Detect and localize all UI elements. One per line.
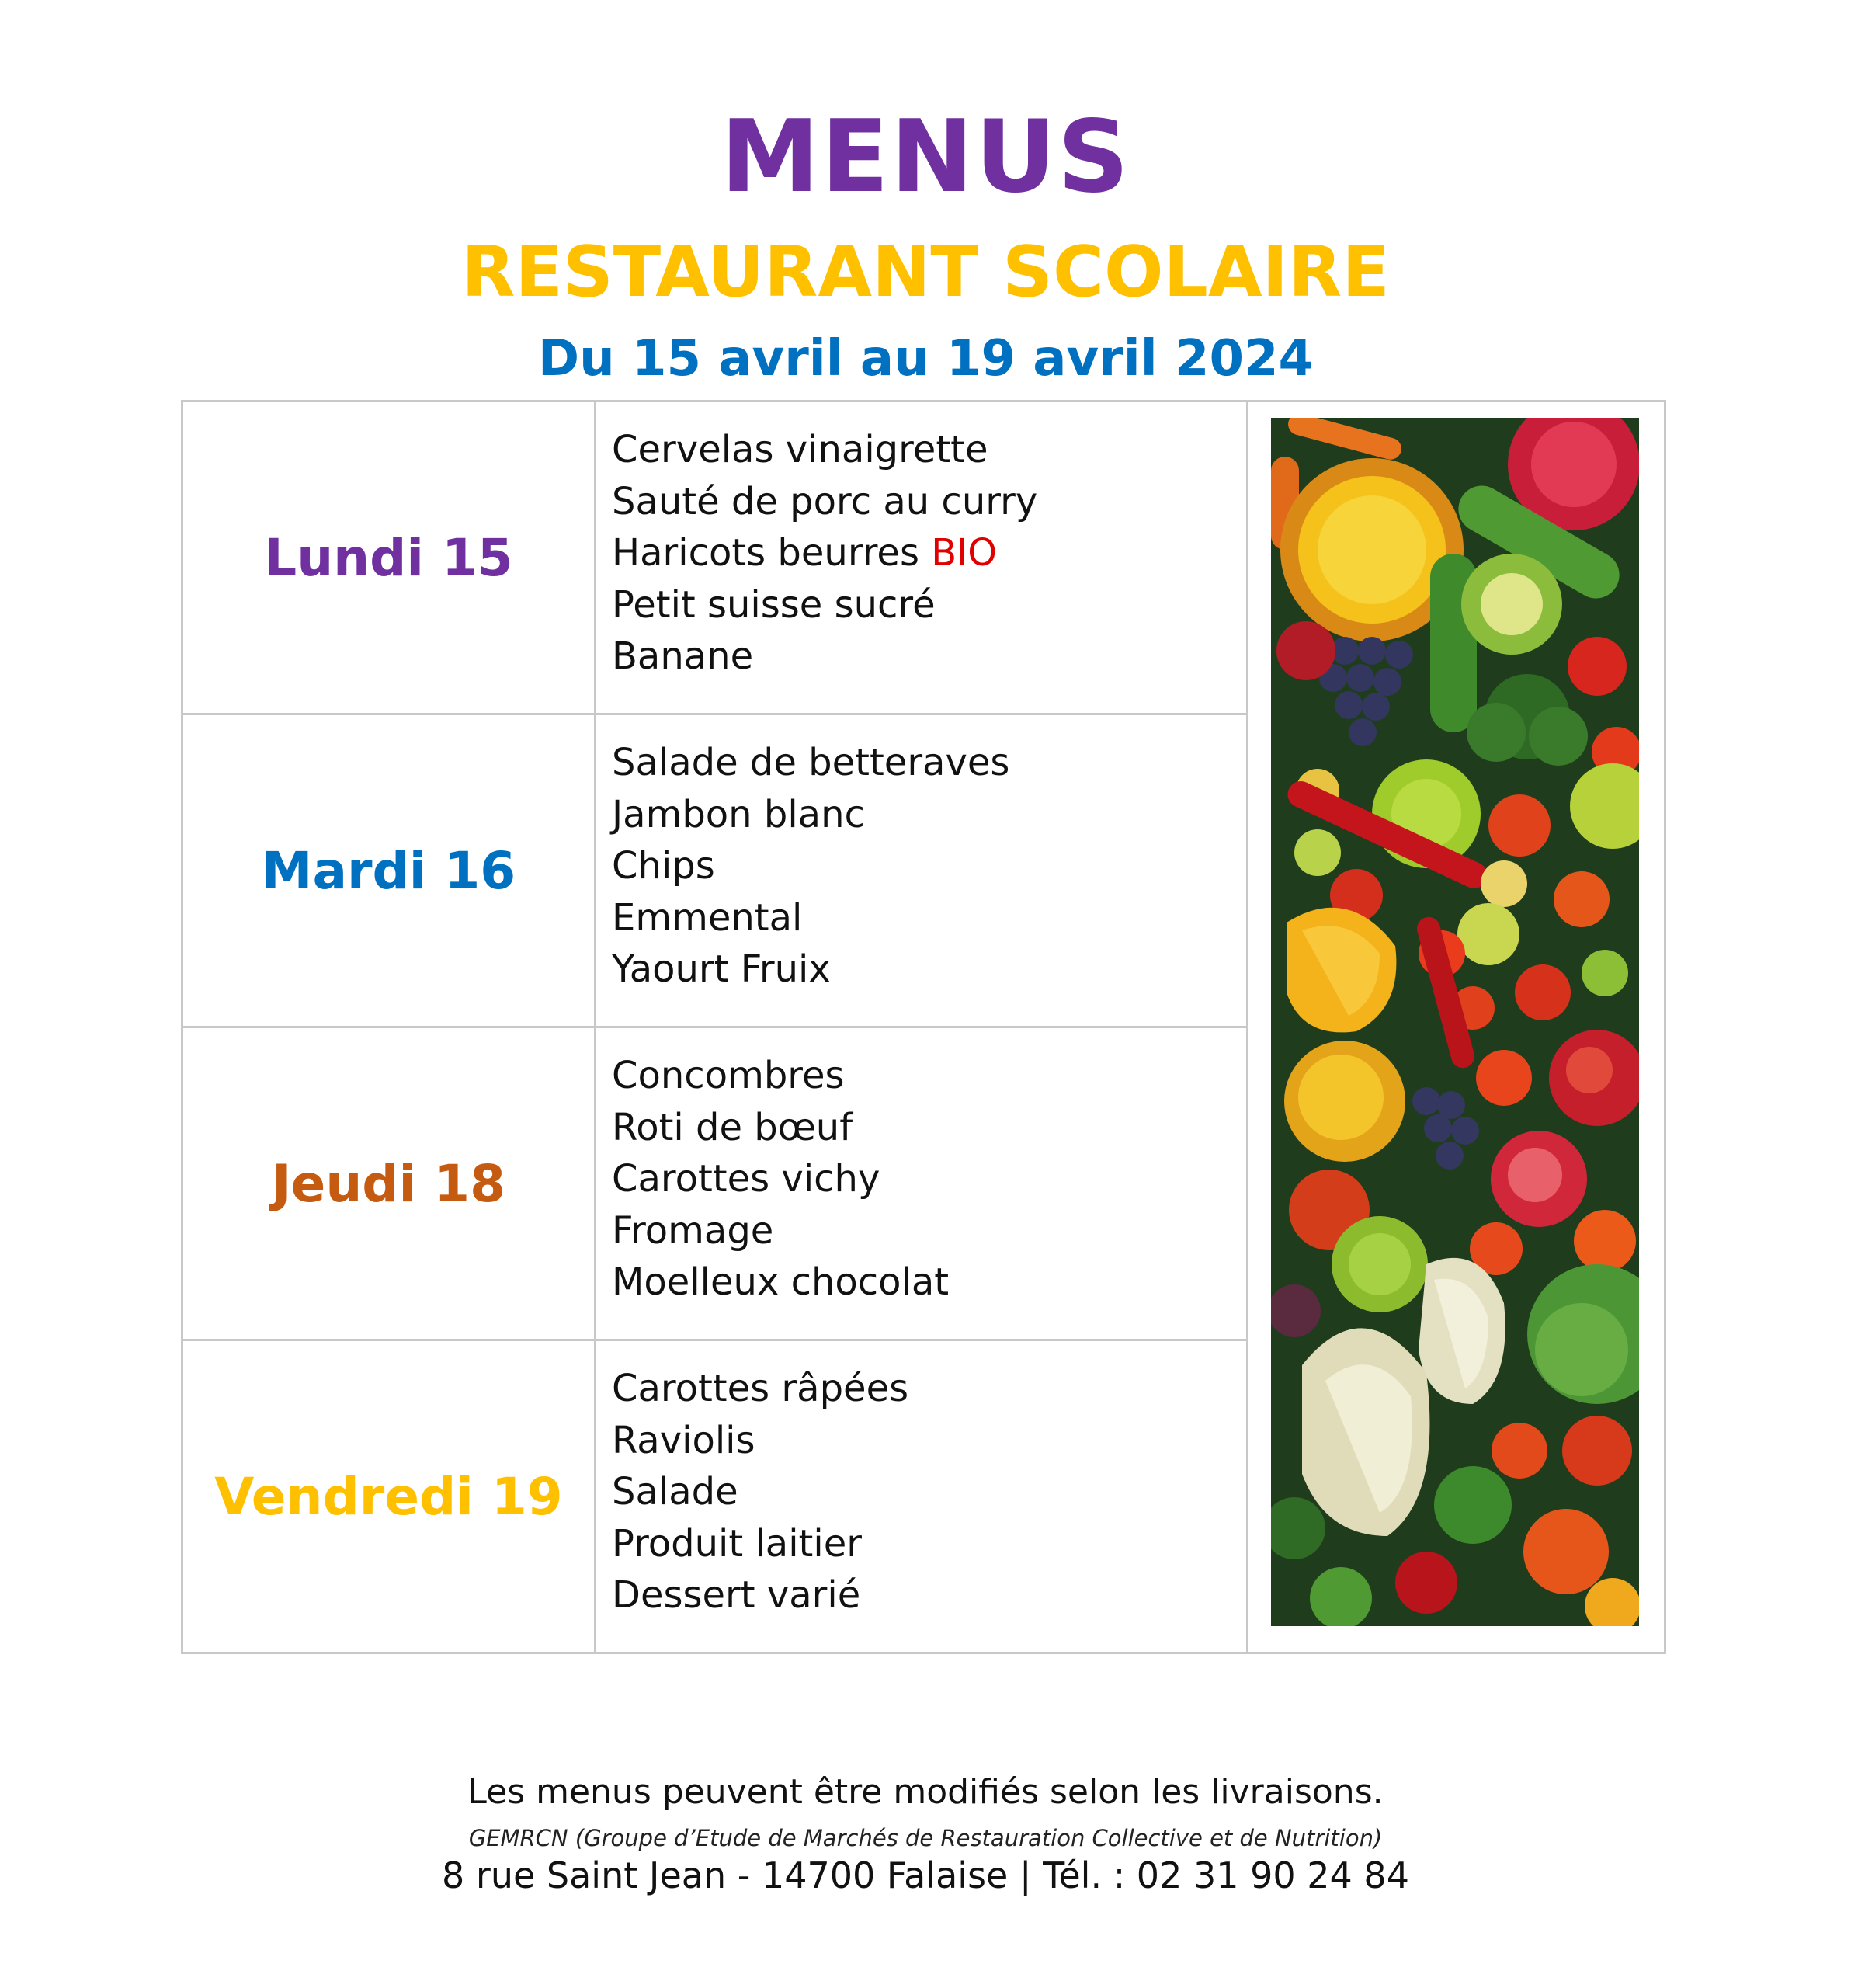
dish-item: Chips (612, 844, 715, 888)
day-label-vendredi: Vendredi 19 (214, 1466, 563, 1527)
dish-item: Moelleux chocolat (612, 1260, 950, 1304)
dish-item: Fromage (612, 1208, 774, 1253)
dish-item: Concombres (612, 1054, 845, 1097)
dish-item: Carottes râpées (612, 1367, 909, 1410)
dish-list-vendredi (596, 1340, 1248, 1653)
day-label-lundi: Lundi 15 (264, 527, 513, 588)
page-subtitle: RESTAURANT SCOLAIRE (461, 231, 1390, 313)
day-cell (182, 1340, 596, 1653)
dish-item-text: Haricots beurres (612, 531, 919, 575)
dish-item: Petit suisse sucré (612, 582, 936, 627)
vegetables-and-fruits-photo (1271, 418, 1639, 1626)
dish-item: Cervelas vinaigrette (612, 428, 988, 471)
dish-item: Roti de bœuf (612, 1105, 853, 1149)
produce-illustration (1271, 418, 1639, 1626)
bio-tag: BIO (931, 531, 998, 575)
dish-list-mardi (596, 714, 1248, 1027)
dish-item: Jambon blanc (612, 792, 865, 836)
day-row-lundi (182, 401, 1665, 714)
day-label-jeudi: Jeudi 18 (272, 1153, 505, 1214)
day-cell (182, 714, 596, 1027)
dish-list-jeudi (596, 1027, 1248, 1340)
dish-item: Yaourt Fruix (612, 947, 831, 991)
footer-address: 8 rue Saint Jean - 14700 Falaise | Tél. : 02 31 90 24 84 (442, 1854, 1409, 1896)
footer-gemrcn: GEMRCN (Groupe d’Etude de Marchés de Restauration Collective et de Nutrition) (468, 1825, 1383, 1851)
dish-item: Sauté de porc au curry (612, 479, 1038, 523)
dish-item: Raviolis (612, 1418, 755, 1462)
day-cell (182, 1027, 596, 1340)
dish-list-lundi (596, 401, 1248, 714)
day-cell (182, 401, 596, 714)
page-title: MENUS (720, 99, 1131, 215)
date-range: Du 15 avril au 19 avril 2024 (537, 330, 1314, 388)
dish-item: Dessert varié (612, 1573, 861, 1617)
dish-item: Banane (612, 634, 754, 678)
dish-item: Salade de betteraves (612, 741, 1010, 784)
footer-note: Les menus peuvent être modifiés selon les livraisons. (467, 1772, 1384, 1812)
day-label-mardi: Mardi 16 (261, 840, 516, 901)
menu-table (181, 400, 1666, 1654)
dish-item: Produit laitier (612, 1521, 862, 1566)
dish-item: Carottes vichy (612, 1157, 880, 1201)
image-cell (1248, 401, 1665, 1653)
dish-item: Emmental (612, 895, 803, 940)
dish-item: Salade (612, 1470, 738, 1514)
dish-item-with-bio (612, 527, 1246, 579)
